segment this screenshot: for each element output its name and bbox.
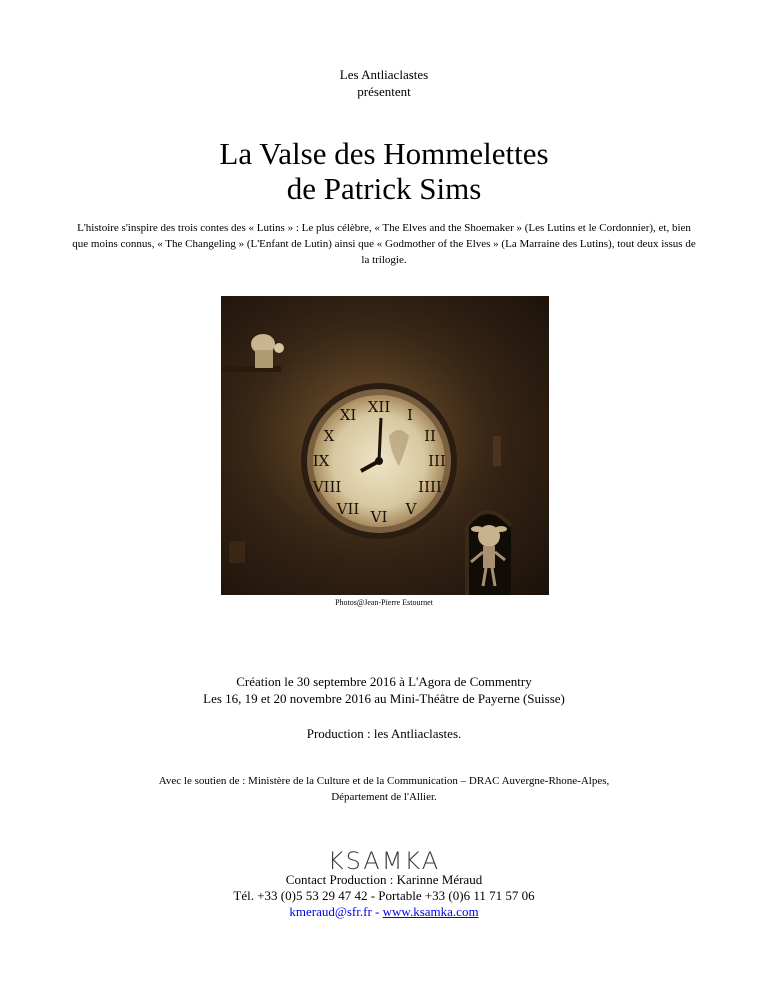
contact-phones: Tél. +33 (0)5 53 29 47 42 - Portable +33 (0)6 11 71 57 06 <box>233 888 535 903</box>
contact-links <box>0 904 768 920</box>
svg-text:VI: VI <box>370 508 388 526</box>
svg-text:VII: VII <box>336 500 360 518</box>
show-photo <box>221 296 549 595</box>
support-line-1: Avec le soutien de : Ministère de la Culture et de la Communication – DRAC Auvergne-Rhone-Alpes, <box>158 775 610 787</box>
svg-text:V: V <box>405 500 417 518</box>
support-block <box>0 773 768 805</box>
title-line-2: de Patrick Sims <box>286 171 482 206</box>
contact-name: Contact Production : Karinne Méraud <box>285 872 483 887</box>
contact-block <box>0 872 768 920</box>
svg-text:XI: XI <box>339 406 357 424</box>
presenter-block <box>0 66 768 100</box>
page-title <box>0 136 768 206</box>
production-credit: Production : les Antliaclastes. <box>306 726 462 741</box>
clock-illustration <box>221 296 549 595</box>
support-line-2: Département de l'Allier. <box>331 791 437 803</box>
svg-text:X: X <box>323 427 335 445</box>
tour-dates: Les 16, 19 et 20 novembre 2016 au Mini-Théâtre de Payerne (Suisse) <box>203 691 565 706</box>
website-link[interactable]: www.ksamka.com <box>382 904 479 919</box>
email-link[interactable]: kmeraud@sfr.fr <box>289 904 372 919</box>
company-name: Les Antliaclastes <box>339 67 429 82</box>
performance-dates <box>0 673 768 707</box>
svg-text:XII: XII <box>367 398 391 416</box>
clock <box>301 383 457 539</box>
svg-text:I: I <box>407 406 413 424</box>
svg-text:III: III <box>428 452 446 470</box>
svg-text:IIII: IIII <box>418 478 442 496</box>
svg-text:VIII: VIII <box>312 478 342 496</box>
presenter-verb: présentent <box>357 84 411 99</box>
link-separator: - <box>371 904 383 919</box>
svg-text:II: II <box>424 427 436 445</box>
title-line-1: La Valse des Hommelettes <box>219 136 549 171</box>
intro-paragraph: L'histoire s'inspire des trois contes des « Lutins » : Le plus célèbre, « The Elves and the Shoemaker » (Les Lutins et le Cordonnier), et, bien que moins connus, « The Changeling » (L'Enfant de Lutin) ainsi que « Godmother of the Elves » (La Marraine des Lutins), tout deux issus de la trilogie. <box>72 222 696 266</box>
ksamka-logo: KSAMKA <box>327 847 441 875</box>
svg-text:IX: IX <box>312 452 330 470</box>
creation-date: Création le 30 septembre 2016 à L'Agora de Commentry <box>236 674 532 689</box>
photo-credit: Photos@Jean-Pierre Estournet <box>335 598 433 607</box>
